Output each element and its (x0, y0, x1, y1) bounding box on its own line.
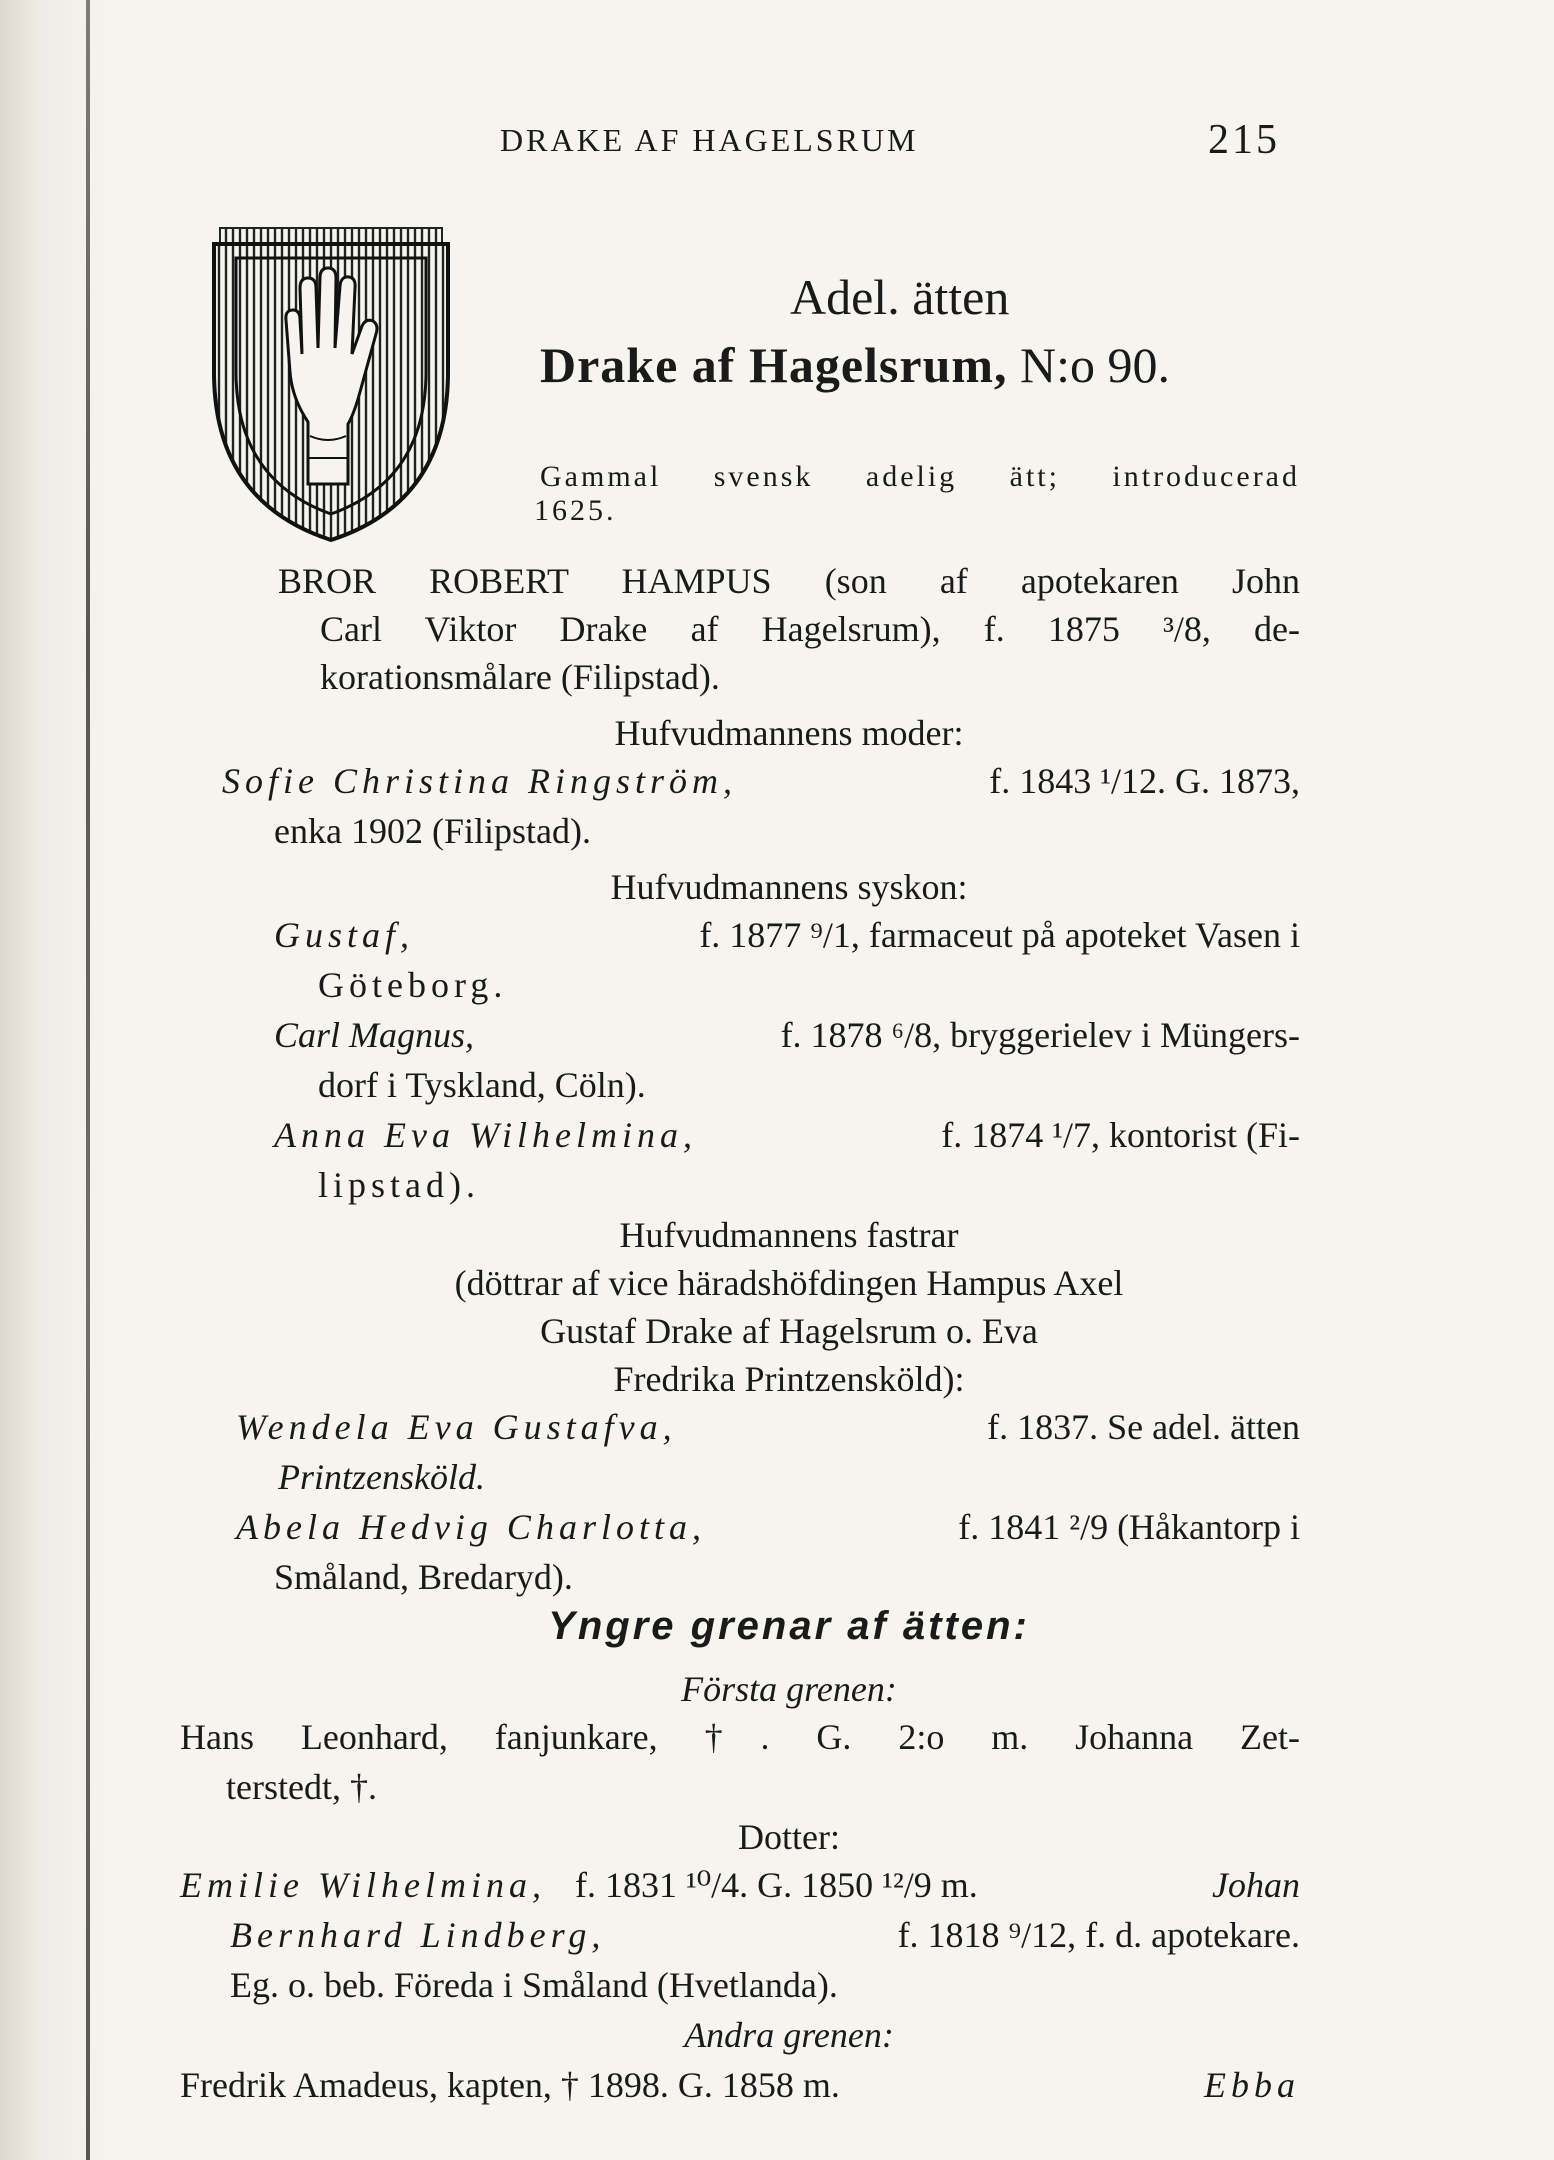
emilie-line1 (180, 1860, 1300, 1910)
head-of-family-line2: Carl Viktor Drake af Hagelsrum), f. 1875 ³/8, de- (320, 609, 1300, 649)
emilie-name: Emilie Wilhelmina, (180, 1865, 546, 1905)
aunt-wendela-details: f. 1837. Se adel. ätten (987, 1407, 1300, 1447)
aunt-wendela-name: Wendela Eva Gustafva, (236, 1407, 677, 1447)
page-number: 215 (1208, 117, 1280, 163)
sibling-carl-details: f. 1878 ⁶/8, bryggerielev i Müngers- (780, 1015, 1300, 1055)
head-of-family-line1: BROR ROBERT HAMPUS (son af apotekaren John (278, 561, 1300, 601)
mother-details: f. 1843 ¹/12. G. 1873, (989, 761, 1300, 801)
aunts-heading1: Hufvudmannens fastrar (619, 1215, 959, 1255)
sibling-anna-name: Anna Eva Wilhelmina, (274, 1115, 697, 1155)
sibling-anna-line2: lipstad). (318, 1165, 480, 1205)
running-head: DRAKE AF HAGELSRUM (500, 122, 919, 158)
aunts-heading2: (döttrar af vice häradshöfdingen Hampus Axel (454, 1263, 1124, 1303)
younger-branches-heading: Yngre grenar af ätten: (548, 1604, 1030, 1648)
sibling-carl-name: Carl Magnus, (274, 1015, 475, 1055)
fredrik-line (180, 2060, 1300, 2110)
sibling-gustaf-line1 (274, 910, 1300, 960)
aunt-abela-details: f. 1841 ²/9 (Håkantorp i (958, 1507, 1300, 1547)
second-branch-heading: Andra grenen: (684, 2015, 894, 2055)
mother-line1 (222, 756, 1300, 806)
sibling-anna-line1 (274, 1110, 1300, 1160)
sibling-carl-line2: dorf i Tyskland, Cöln). (318, 1065, 646, 1105)
aunts-heading4: Fredrika Printzensköld): (613, 1359, 965, 1399)
fredrik-wife-name: Ebba (1204, 2065, 1300, 2105)
aunt-abela-line2: Småland, Bredaryd). (274, 1557, 573, 1597)
sibling-carl-line1 (274, 1010, 1300, 1060)
daughter-heading: Dotter: (738, 1817, 840, 1857)
emilie-details: f. 1831 ¹⁰/4. G. 1850 ¹²/9 m. (574, 1865, 978, 1905)
emilie-husband-name: Bernhard Lindberg, (230, 1915, 606, 1955)
first-branch-heading: Första grenen: (681, 1669, 897, 1709)
family-heading (540, 336, 1170, 394)
head-of-family-line3: korationsmålare (Filipstad). (320, 657, 720, 697)
mother-line2: enka 1902 (Filipstad). (274, 811, 591, 851)
sibling-gustaf-details: f. 1877 ⁹/1, farmaceut på apoteket Vasen i (699, 915, 1300, 955)
fredrik-details: Fredrik Amadeus, kapten, † 1898. G. 1858 m. (180, 2065, 840, 2105)
aunt-wendela-line1 (236, 1402, 1300, 1452)
aunt-abela-line1 (236, 1502, 1300, 1552)
intro-line2: 1625. (534, 494, 617, 527)
heading-line1: Adel. ätten (790, 269, 1010, 325)
emilie-husband-details: f. 1818 ⁹/12, f. d. apotekare. (897, 1915, 1300, 1955)
aunt-wendela-line2: Printzensköld. (278, 1457, 485, 1497)
emilie-husband-first: Johan (1212, 1865, 1300, 1905)
coat-of-arms-hand-icon (196, 222, 466, 552)
aunt-abela-name: Abela Hedvig Charlotta, (236, 1507, 706, 1547)
emilie-line3: Eg. o. beb. Föreda i Småland (Hvetlanda). (230, 1965, 838, 2005)
emilie-line2 (230, 1910, 1300, 1960)
mother-name: Sofie Christina Ringström, (222, 761, 738, 801)
sibling-gustaf-name: Gustaf, (274, 915, 415, 955)
hans-line1: Hans Leonhard, fanjunkare, †. G. 2:o m. Johanna Zet- (180, 1717, 1300, 1757)
hans-line2: terstedt, †. (226, 1767, 377, 1807)
aunts-heading3: Gustaf Drake af Hagelsrum o. Eva (540, 1311, 1038, 1351)
siblings-heading: Hufvudmannens syskon: (610, 867, 968, 907)
mother-heading: Hufvudmannens moder: (614, 713, 964, 753)
sibling-anna-details: f. 1874 ¹/7, kontorist (Fi- (941, 1115, 1300, 1155)
sibling-gustaf-line2: Göteborg. (318, 965, 508, 1005)
intro-line1: Gammal svensk adelig ätt; introducerad (540, 460, 1300, 493)
family-name: Drake af Hagelsrum, (540, 337, 1008, 393)
family-number: N:o 90. (1020, 337, 1171, 393)
